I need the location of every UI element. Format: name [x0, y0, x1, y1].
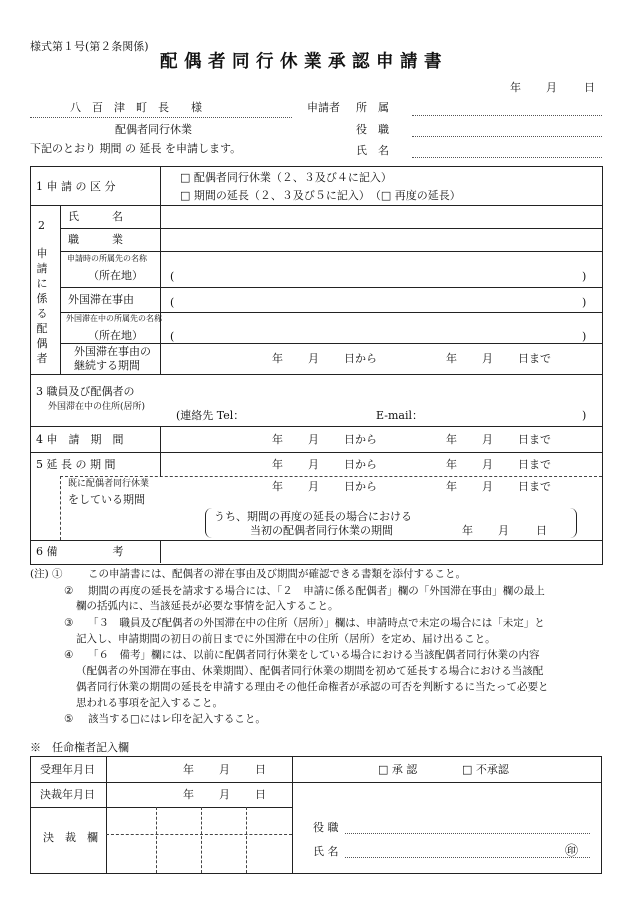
col-divider-dashed — [156, 807, 157, 873]
abroad-loc-label: （所在地） — [88, 329, 143, 342]
paren-close: ) — [582, 330, 587, 343]
col-divider-dashed — [201, 807, 202, 873]
col-divider — [160, 166, 161, 206]
col-divider — [160, 205, 161, 375]
name-field[interactable] — [412, 157, 602, 158]
authority-name-field[interactable] — [345, 857, 590, 858]
period-year: 年 — [446, 433, 457, 446]
period-from: 日から — [344, 352, 377, 365]
spouse-name-label: 氏 名 — [68, 210, 123, 223]
period-month: 月 — [498, 524, 509, 537]
period-year: 年 — [272, 480, 283, 493]
note-lead: (注) ① — [30, 568, 63, 580]
spouse-job-label: 職 業 — [68, 233, 123, 246]
row-divider — [30, 426, 602, 427]
received-year: 年 — [183, 763, 194, 776]
period-to: 日まで — [518, 352, 551, 365]
note-5: 該当する□にはレ印を記入すること。 — [88, 713, 266, 725]
seal-mark: ㊞ — [565, 844, 579, 859]
form-number: 様式第１号(第２条関係) — [30, 40, 149, 53]
spouse-affil-loc-label: （所在地） — [88, 269, 143, 282]
row-divider — [60, 343, 602, 344]
decided-month: 月 — [219, 788, 230, 801]
col-divider — [160, 540, 161, 563]
decided-date-label: 決裁年月日 — [40, 788, 95, 801]
re-extension-label-1: うち、期間の再度の延長の場合における — [214, 510, 412, 523]
abroad-affil-label: 外国滞在中の所属先の名称 — [66, 314, 162, 323]
received-month: 月 — [219, 763, 230, 776]
col-divider — [160, 426, 161, 477]
affil-field[interactable] — [412, 115, 602, 116]
row-divider — [30, 782, 601, 783]
section-3-label-1: 3 職員及び配偶者の — [36, 385, 135, 398]
period-to: 日まで — [518, 480, 551, 493]
note-3b: 記入し、申請期間の初日の前日までに外国滞在中の住所（居所）を定め、届け出ること。 — [76, 633, 496, 645]
paren-open: ( — [170, 330, 175, 343]
period-year: 年 — [446, 352, 457, 365]
period-month: 月 — [482, 458, 493, 471]
authority-name-label: 氏 名 — [313, 845, 339, 858]
paren-open: ( — [170, 270, 175, 283]
post-field[interactable] — [412, 136, 602, 137]
period-from: 日から — [344, 433, 377, 446]
paren-close: ) — [582, 270, 587, 283]
intro-line-1: 配偶者同行休業 — [115, 123, 192, 136]
authority-heading: ※ 任命権者記入欄 — [30, 741, 129, 754]
period-month: 月 — [308, 433, 319, 446]
period-to: 日まで — [518, 433, 551, 446]
period-year: 年 — [272, 352, 283, 365]
spouse-affil-label: 申請時の所属先の名称 — [67, 254, 147, 263]
col-divider — [106, 756, 107, 873]
section-4-label: 4 申 請 期 間 — [36, 433, 124, 446]
period-year: 年 — [462, 524, 473, 537]
note-4c: 偶者同行休業の期間の延長を申請する理由その他任命権者が承認の可否を判断するに当たって必要と — [76, 681, 549, 693]
period-from: 日から — [344, 480, 377, 493]
prev-period-label-1: 既に配偶者同行休業 — [68, 479, 150, 489]
note-2a: 期間の再度の延長を請求する場合には、「２ 申請に係る配偶者」欄の「外国滞在事由」欄の最上 — [88, 585, 545, 597]
received-date-label: 受理年月日 — [40, 763, 95, 776]
note-3a: 「３ 職員及び配偶者の外国滞在中の住所（居所）」欄は、申請時点で未定の場合には「未定」と — [88, 617, 545, 629]
decided-day: 日 — [255, 788, 266, 801]
row-divider — [30, 807, 293, 808]
period-day: 日 — [536, 524, 547, 537]
col-divider-dashed — [60, 476, 61, 540]
applicant-name-label: 氏 名 — [356, 144, 389, 157]
note-2b: 欄の括弧内に、当該延長が必要な事情を記入すること。 — [76, 600, 339, 612]
option-extension[interactable]: □ 期間の延長（２、３及び５に記入） （□ 再度の延長） — [180, 189, 461, 202]
note-4a: 「６ 備考」欄には、以前に配偶者同行休業をしている場合における当該配偶者同行休業の内容 — [88, 649, 540, 661]
note-5-mark: ⑤ — [64, 713, 74, 725]
applicant-label: 申請者 — [307, 101, 340, 114]
contact-tel-label: (連絡先 Tel： — [176, 409, 245, 422]
section-1-label: 1 申 請 の 区 分 — [36, 180, 116, 193]
row-divider — [30, 540, 602, 541]
section-2-vertical-label: 申 請 に 係 る 配 偶 者 — [36, 247, 48, 365]
re-extension-label-2: 当初の配偶者同行休業の期間 — [250, 524, 393, 537]
date-month: 月 — [546, 81, 557, 94]
authority-post-label: 役 職 — [313, 821, 339, 834]
period-year: 年 — [272, 433, 283, 446]
period-label-1: 外国滞在事由の — [74, 345, 151, 358]
applicant-affil-label: 所 属 — [356, 101, 389, 114]
period-to: 日まで — [518, 458, 551, 471]
row-divider — [60, 251, 602, 252]
contact-email-label: E-mail： — [376, 409, 423, 422]
col-divider — [292, 756, 293, 873]
period-year: 年 — [446, 480, 457, 493]
paren-close: ) — [582, 296, 587, 309]
row-divider — [30, 452, 602, 453]
section-3-label-2: 外国滞在中の住所(居所) — [48, 402, 146, 412]
paren-close: ) — [582, 409, 587, 422]
kessai-label: 決 裁 欄 — [43, 831, 98, 844]
row-divider — [60, 228, 602, 229]
row-divider — [30, 374, 602, 375]
col-divider-dashed — [246, 807, 247, 873]
intro-line-2: 下記のとおり 期間 の 延長 を申請します。 — [30, 142, 242, 155]
period-year: 年 — [446, 458, 457, 471]
period-month: 月 — [482, 433, 493, 446]
prev-period-label-2: をしている期間 — [68, 493, 145, 506]
period-year: 年 — [272, 458, 283, 471]
authority-post-field[interactable] — [345, 833, 590, 834]
date-year: 年 — [510, 81, 521, 94]
abroad-reason-label: 外国滞在事由 — [68, 293, 134, 306]
applicant-post-label: 役 職 — [356, 123, 389, 136]
row-divider-dashed — [60, 476, 602, 477]
period-month: 月 — [308, 458, 319, 471]
period-from: 日から — [344, 458, 377, 471]
period-month: 月 — [482, 352, 493, 365]
page-title: 配偶者同行休業承認申請書 — [160, 52, 448, 72]
row-divider — [60, 312, 602, 313]
decided-year: 年 — [183, 788, 194, 801]
paren-open: ( — [170, 296, 175, 309]
option-accompany[interactable]: □ 配偶者同行休業（２、３及び４に記入） — [180, 171, 392, 184]
period-month: 月 — [308, 352, 319, 365]
note-3-mark: ③ — [64, 617, 74, 629]
reject-checkbox[interactable]: □ 不承認 — [462, 763, 509, 776]
row-divider-dashed — [106, 834, 292, 835]
received-day: 日 — [255, 763, 266, 776]
addressee: 八 百 津 町 長 様 — [70, 101, 202, 114]
date-day: 日 — [584, 81, 595, 94]
section-5-label: 5 延 長 の 期 間 — [36, 458, 116, 471]
note-1: この申請書には、配偶者の滞在事由及び期間が確認できる書類を添付すること。 — [88, 568, 466, 580]
addressee-line — [30, 117, 292, 118]
note-4d: 思われる事項を記入すること。 — [76, 697, 223, 709]
note-4-mark: ④ — [64, 649, 74, 661]
approve-checkbox[interactable]: □ 承 認 — [378, 763, 418, 776]
section-6-label: 6 備 考 — [36, 545, 124, 558]
col-divider — [60, 205, 61, 375]
note-2-mark: ② — [64, 585, 74, 597]
period-month: 月 — [308, 480, 319, 493]
row-divider — [30, 205, 602, 206]
period-label-2: 継続する期間 — [74, 359, 140, 372]
period-month: 月 — [482, 480, 493, 493]
section-2-number: 2 — [38, 219, 45, 232]
note-4b: （配偶者の外国滞在事由、休業期間）、配偶者同行休業の期間を初めて延長する場合における当該配 — [76, 665, 544, 677]
row-divider — [60, 287, 602, 288]
